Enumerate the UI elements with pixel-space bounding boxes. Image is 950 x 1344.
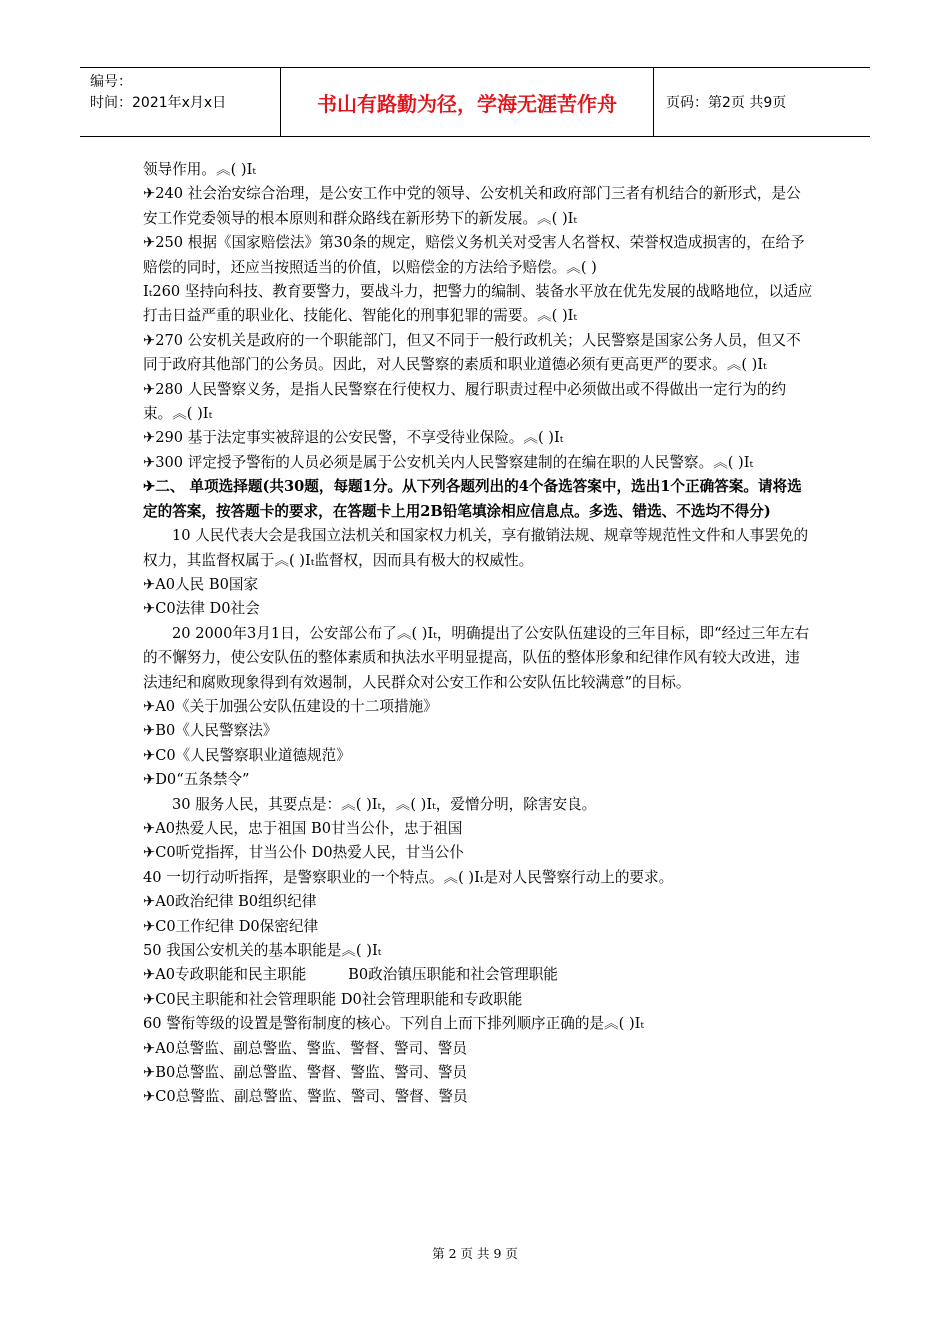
question-1-option: ✈A0人民 B0国家 bbox=[143, 575, 259, 593]
paragraph: Iₜ260 坚持向科技、教育要警力，要战斗力，把警力的编制、装备水平放在优先发展的战略地位，以适应打击日益严重的职业化、技能化、智能化的刑事犯罪的需要。︽( )Iₜ bbox=[143, 283, 813, 325]
question-4: 40 一切行动听指挥，是警察职业的一个特点。︽( )Iₜ是对人民警察行动上的要求。 bbox=[143, 868, 674, 886]
question-4-option: ✈C0工作纪律 D0保密纪律 bbox=[143, 917, 319, 935]
question-1: 10 人民代表大会是我国立法机关和国家权力机关，享有撤销法规、规章等规范性文件和人事罢免的权力，其监督权属于︽( )Iₜ监督权，因而具有极大的权威性。 bbox=[143, 527, 809, 569]
doc-date: 时间：2021年x月x日 bbox=[90, 95, 227, 111]
question-2-option: ✈C0《人民警察职业道德规范》 bbox=[143, 746, 351, 764]
question-3-option: ✈C0听党指挥，甘当公仆 D0热爱人民，甘当公仆 bbox=[143, 844, 464, 862]
paragraph: ✈290 基于法定事实被辞退的公安民警，不享受待业保险。︽( )Iₜ bbox=[143, 429, 564, 447]
question-5-option: ✈A0专政职能和民主职能 B0政治镇压职能和社会管理职能 bbox=[143, 966, 558, 984]
page-header bbox=[80, 67, 870, 137]
section-title: ✈二、 单项选择题(共30题，每题1分。从下列各题列出的4个备选答案中，选出1个正确答案。请将选定的答案，按答题卡的要求，在答题卡上用2B铅笔填涂相应信息点。多选、错选、不选均不得分) bbox=[143, 478, 802, 520]
paragraph: ✈250 根据《国家赔偿法》第30条的规定，赔偿义务机关对受害人名誉权、荣誉权造成损害的，在给予赔偿的同时，还应当按照适当的价值，以赔偿金的方法给予赔偿。︽( ) bbox=[143, 234, 805, 276]
document-body bbox=[143, 158, 813, 1110]
paragraph: 领导作用。︽( )Iₜ bbox=[143, 161, 256, 178]
paragraph: ✈270 公安机关是政府的一个职能部门，但又不同于一般行政机关；人民警察是国家公务人员，但又不同于政府其他部门的公务员。因此，对人民警察的素质和职业道德必须有更高更严的要求。︽( )Iₜ bbox=[143, 331, 801, 374]
paragraph: ✈280 人民警察义务，是指人民警察在行使权力、履行职责过程中必须做出或不得做出一定行为的约束。︽( )Iₜ bbox=[143, 380, 787, 423]
question-6-option: ✈B0总警监、副总警监、警督、警监、警司、警员 bbox=[143, 1064, 468, 1082]
question-3: 30 服务人民，其要点是：︽( )Iₜ，︽( )Iₜ，爱憎分明，除害安良。 bbox=[172, 795, 597, 813]
question-4-option: ✈A0政治纪律 B0组织纪律 bbox=[143, 893, 317, 911]
header-motto: 书山有路勤为径，学海无涯苦作舟 bbox=[281, 68, 654, 136]
header-meta bbox=[80, 68, 281, 136]
question-1-option: ✈C0法律 D0社会 bbox=[143, 600, 260, 618]
question-2-option: ✈A0《关于加强公安队伍建设的十二项措施》 bbox=[143, 697, 438, 715]
header-page-info: 页码：第2页 共9页 bbox=[666, 95, 787, 111]
question-2-option: ✈D0“五条禁令” bbox=[143, 771, 250, 789]
doc-number: 编号： bbox=[90, 74, 132, 90]
paragraph: ✈240 社会治安综合治理，是公安工作中党的领导、公安机关和政府部门三者有机结合的新形式，是公安工作党委领导的根本原则和群众路线在新形势下的新发展。︽( )Iₜ bbox=[143, 185, 801, 227]
question-6-option: ✈C0总警监、副总警监、警监、警司、警督、警员 bbox=[143, 1088, 468, 1106]
question-3-option: ✈A0热爱人民，忠于祖国 B0甘当公仆，忠于祖国 bbox=[143, 819, 463, 837]
question-6: 60 警衔等级的设置是警衔制度的核心。下列自上而下排列顺序正确的是︽( )Iₜ bbox=[143, 1015, 645, 1033]
question-6-option: ✈A0总警监、副总警监、警监、警督、警司、警员 bbox=[143, 1039, 467, 1057]
question-2-option: ✈B0《人民警察法》 bbox=[143, 722, 278, 740]
question-5: 50 我国公安机关的基本职能是︽( )Iₜ bbox=[143, 942, 382, 959]
paragraph: ✈300 评定授予警衔的人员必须是属于公安机关内人民警察建制的在编在职的人民警察。︽( )Iₜ bbox=[143, 453, 754, 471]
page-footer: 第 2 页 共 9 页 bbox=[432, 1246, 518, 1261]
question-2: 20 2000年3月1日，公安部公布了︽( )Iₜ，明确提出了公安队伍建设的三年目标，即“经过三年左右的不懈努力，使公安队伍的整体素质和执法水平明显提高，队伍的整体形象和纪律作风有较大改进，违法违纪和腐败现象得到有效遏制，人民群众对公安工作和公安队伍比较满意”的目标。 bbox=[143, 624, 810, 691]
question-5-option: ✈C0民主职能和社会管理职能 D0社会管理职能和专政职能 bbox=[143, 990, 523, 1008]
